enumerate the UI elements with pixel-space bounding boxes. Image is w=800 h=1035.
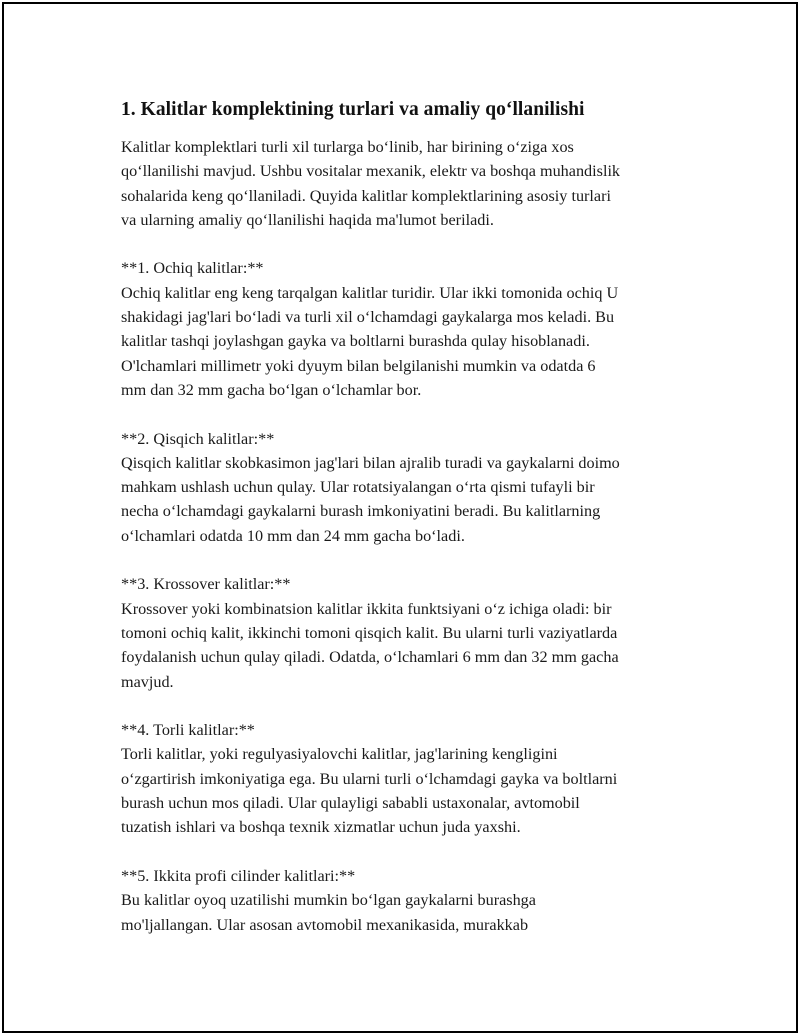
text-line: o‘zgartirish imkoniyatiga ega. Bu ularni turli o‘lchamdagi gayka va boltlarni: [121, 769, 618, 788]
text-line: Kalitlar komplektlari turli xil turlarga bo‘linib, har birining o‘ziga xos: [121, 138, 574, 156]
text-line: mm dan 32 mm gacha bo‘lgan o‘lchamlar bor.: [121, 380, 422, 399]
page-frame: [2, 2, 798, 1033]
text-line: Qisqich kalitlar skobkasimon jag'lari bilan ajralib turadi va gaykalarni doimo: [121, 453, 620, 472]
text-line: Torli kalitlar, yoki regulyasiyalovchi kalitlar, jag'larining kengligini: [121, 745, 558, 764]
section-heading: **2. Qisqich kalitlar:**: [121, 429, 275, 448]
section-heading: **1. Ochiq kalitlar:**: [121, 259, 264, 278]
intro-paragraph: [121, 135, 693, 937]
text-line: mahkam ushlash uchun qulay. Ular rotatsiyalangan o‘rta qismi tufayli bir: [121, 478, 595, 497]
paragraph-gap: [121, 402, 693, 426]
text-line: tomoni ochiq kalit, ikkinchi tomoni qisqich kalit. Bu ularni turli vaziyatlarda: [121, 623, 618, 642]
text-line: mo'ljallangan. Ular asosan avtomobil mexanikasida, murakkab: [121, 915, 529, 934]
text-line: va ularning amaliy qo‘llanilishi haqida ma'lumot beriladi.: [121, 210, 494, 229]
paragraph-gap: [121, 840, 693, 864]
text-line: Krossover yoki kombinatsion kalitlar ikkita funktsiyani o‘z ichiga oladi: bir: [121, 599, 612, 618]
paragraph-gap: [121, 548, 693, 572]
document-body: [121, 96, 693, 937]
text-line: Bu kalitlar oyoq uzatilishi mumkin bo‘lgan gaykalarni burashga: [121, 891, 536, 910]
text-line: tuzatish ishlari va boshqa texnik xizmatlar uchun juda yaxshi.: [121, 818, 521, 837]
paragraph-gap: [121, 694, 693, 718]
section-heading: **3. Krossover kalitlar:**: [121, 575, 291, 594]
section-heading: **5. Ikkita profi cilinder kalitlari:**: [121, 866, 356, 885]
text-line: Ochiq kalitlar eng keng tarqalgan kalitlar turidir. Ular ikki tomonida ochiq U: [121, 283, 619, 302]
text-line: qo‘llanilishi mavjud. Ushbu vositalar mexanik, elektr va boshqa muhandislik: [121, 162, 621, 181]
text-line: o‘lchamlari odatda 10 mm dan 24 mm gacha bo‘ladi.: [121, 526, 465, 545]
text-line: sohalarida keng qo‘llaniladi. Quyida kalitlar komplektlarining asosiy turlari: [121, 186, 611, 205]
text-line: O'lchamlari millimetr yoki dyuym bilan belgilanishi mumkin va odatda 6: [121, 356, 596, 375]
text-line: mavjud.: [121, 672, 174, 691]
text-line: kalitlar tashqi joylashgan gayka va boltlarni burashda qulay hisoblanadi.: [121, 332, 590, 351]
text-line: foydalanish uchun qulay qiladi. Odatda, o‘lchamlari 6 mm dan 32 mm gacha: [121, 648, 619, 667]
section-heading: **4. Torli kalitlar:**: [121, 721, 255, 740]
text-line: shakidagi jag'lari bo‘ladi va turli xil o‘lchamdagi gaykalarga mos keladi. Bu: [121, 308, 615, 327]
paragraph-gap: [121, 232, 693, 256]
text-line: burash uchun mos qiladi. Ular qulayligi sababli ustaxonalar, avtomobil: [121, 794, 580, 813]
document-title: 1. Kalitlar komplektining turlari va amaliy qo‘llanilishi: [121, 99, 585, 120]
text-line: necha o‘lchamdagi gaykalarni burash imkoniyatini beradi. Bu kalitlarning: [121, 502, 601, 521]
